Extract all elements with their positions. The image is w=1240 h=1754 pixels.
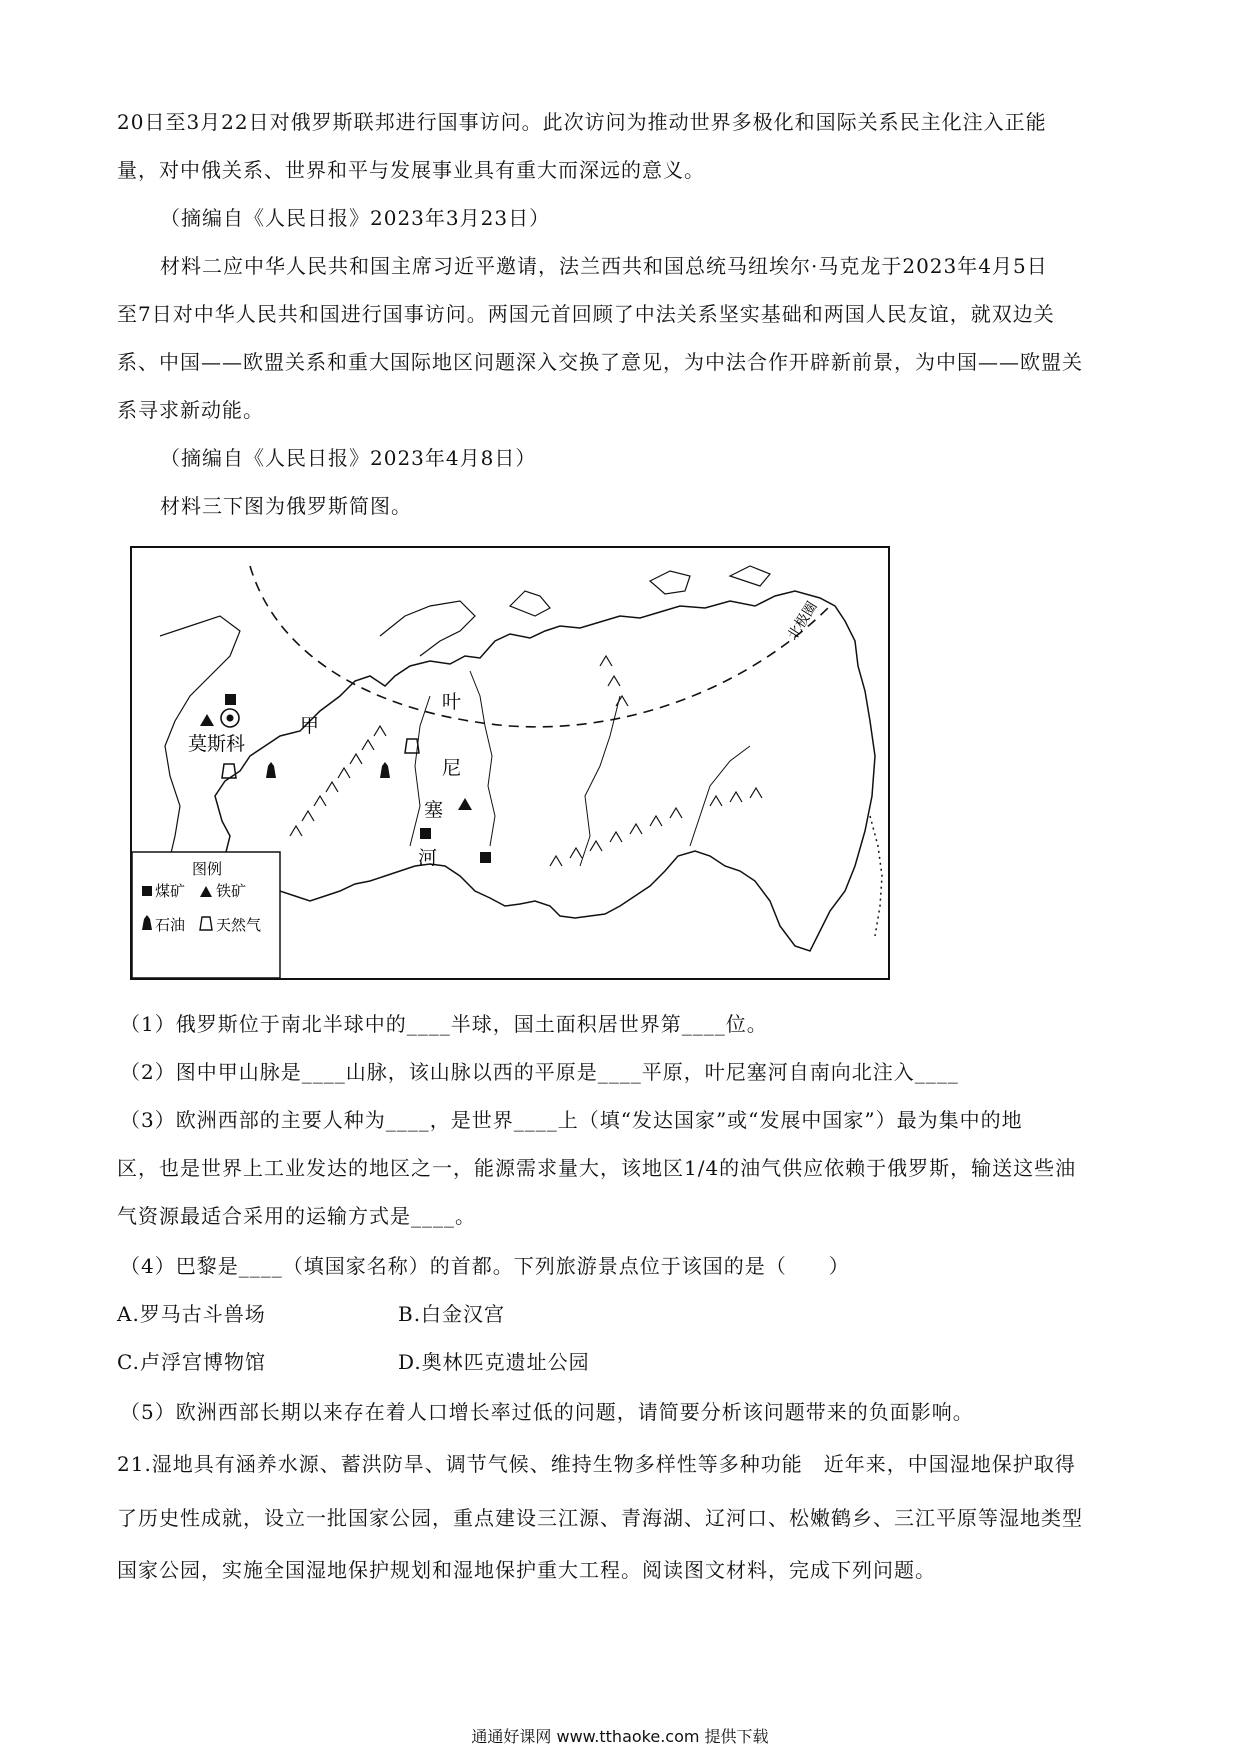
legend-title: 图例 <box>192 860 223 878</box>
question-21-cont: 国家公园，实施全国湿地保护规划和湿地保护重大工程。阅读图文材料，完成下列问题。 <box>117 1558 936 1582</box>
question-3-cont: 气资源最适合采用的运输方式是____。 <box>117 1204 476 1228</box>
question-2: （2）图中甲山脉是____山脉，该山脉以西的平原是____平原，叶尼塞河自南向北注入____ <box>120 1060 959 1084</box>
question-3: （3）欧洲西部的主要人种为____，是世界____上（填“发达国家”或“发展中国家”）最为集中的地 <box>120 1108 1023 1132</box>
legend-gas: 天然气 <box>216 916 262 934</box>
coal-icon <box>480 852 491 863</box>
paragraph-line: 系寻求新动能。 <box>117 398 264 422</box>
paragraph-line: 系、中国——欧盟关系和重大国际地区问题深入交换了意见，为中法合作开辟新前景，为中国——欧盟关 <box>117 350 1083 374</box>
map-legend <box>132 852 280 978</box>
coal-icon <box>225 694 236 705</box>
paragraph-line: 量，对中俄关系、世界和平与发展事业具有重大而深远的意义。 <box>117 158 705 182</box>
paragraph-line: 至7日对中华人民共和国进行国事访问。两国元首回顾了中法关系坚实基础和两国人民友谊，就双边关 <box>117 302 1055 326</box>
option-d: D.奥林匹克遗址公园 <box>398 1350 590 1374</box>
arctic-circle-label: 北极圈 <box>784 599 821 644</box>
paragraph-line: 材料三下图为俄罗斯简图。 <box>160 494 412 518</box>
paragraph-line: 材料二应中华人民共和国主席习近平邀请，法兰西共和国总统马纽埃尔·马克龙于2023年4月5日 <box>160 254 1048 278</box>
jia-label: 甲 <box>300 715 320 737</box>
yenisei-label-3: 塞 <box>424 799 444 821</box>
russia-map <box>130 546 890 980</box>
option-c: C.卢浮宫博物馆 <box>117 1350 266 1374</box>
question-5: （5）欧洲西部长期以来存在着人口增长率过低的问题，请简要分析该问题带来的负面影响。 <box>120 1400 974 1424</box>
source-citation: （摘编自《人民日报》2023年3月23日） <box>160 206 551 230</box>
moscow-label: 莫斯科 <box>188 733 246 755</box>
page-footer: 通通好课网 www.tthaoke.com 提供下载 <box>471 1727 769 1746</box>
coal-icon <box>420 828 431 839</box>
yenisei-label-1: 叶 <box>442 691 462 713</box>
question-1: （1）俄罗斯位于南北半球中的____半球，国土面积居世界第____位。 <box>120 1012 768 1036</box>
yenisei-label-4: 河 <box>418 847 438 869</box>
legend-coal: 煤矿 <box>155 882 186 900</box>
option-a: A.罗马古斗兽场 <box>117 1302 266 1326</box>
question-21-cont: 了历史性成就，设立一批国家公园，重点建设三江源、青海湖、辽河口、松嫩鹤乡、三江平原等湿地类型 <box>117 1506 1083 1530</box>
yenisei-label-2: 尼 <box>442 757 462 779</box>
source-citation: （摘编自《人民日报》2023年4月8日） <box>160 446 537 470</box>
legend-oil: 石油 <box>155 916 186 934</box>
paragraph-line: 20日至3月22日对俄罗斯联邦进行国事访问。此次访问为推动世界多极化和国际关系民主化注入正能 <box>117 110 1047 134</box>
question-3-cont: 区，也是世界上工业发达的地区之一，能源需求量大，该地区1/4的油气供应依赖于俄罗斯，输送这些油 <box>117 1156 1077 1180</box>
option-b: B.白金汉宫 <box>398 1302 506 1326</box>
question-4: （4）巴黎是____（填国家名称）的首都。下列旅游景点位于该国的是（ ） <box>120 1254 850 1278</box>
legend-iron: 铁矿 <box>216 882 247 900</box>
question-21: 21.湿地具有涵养水源、蓄洪防旱、调节气候、维持生物多样性等多种功能 近年来，中国湿地保护取得 <box>117 1452 1076 1476</box>
legend-coal-icon <box>142 886 152 896</box>
